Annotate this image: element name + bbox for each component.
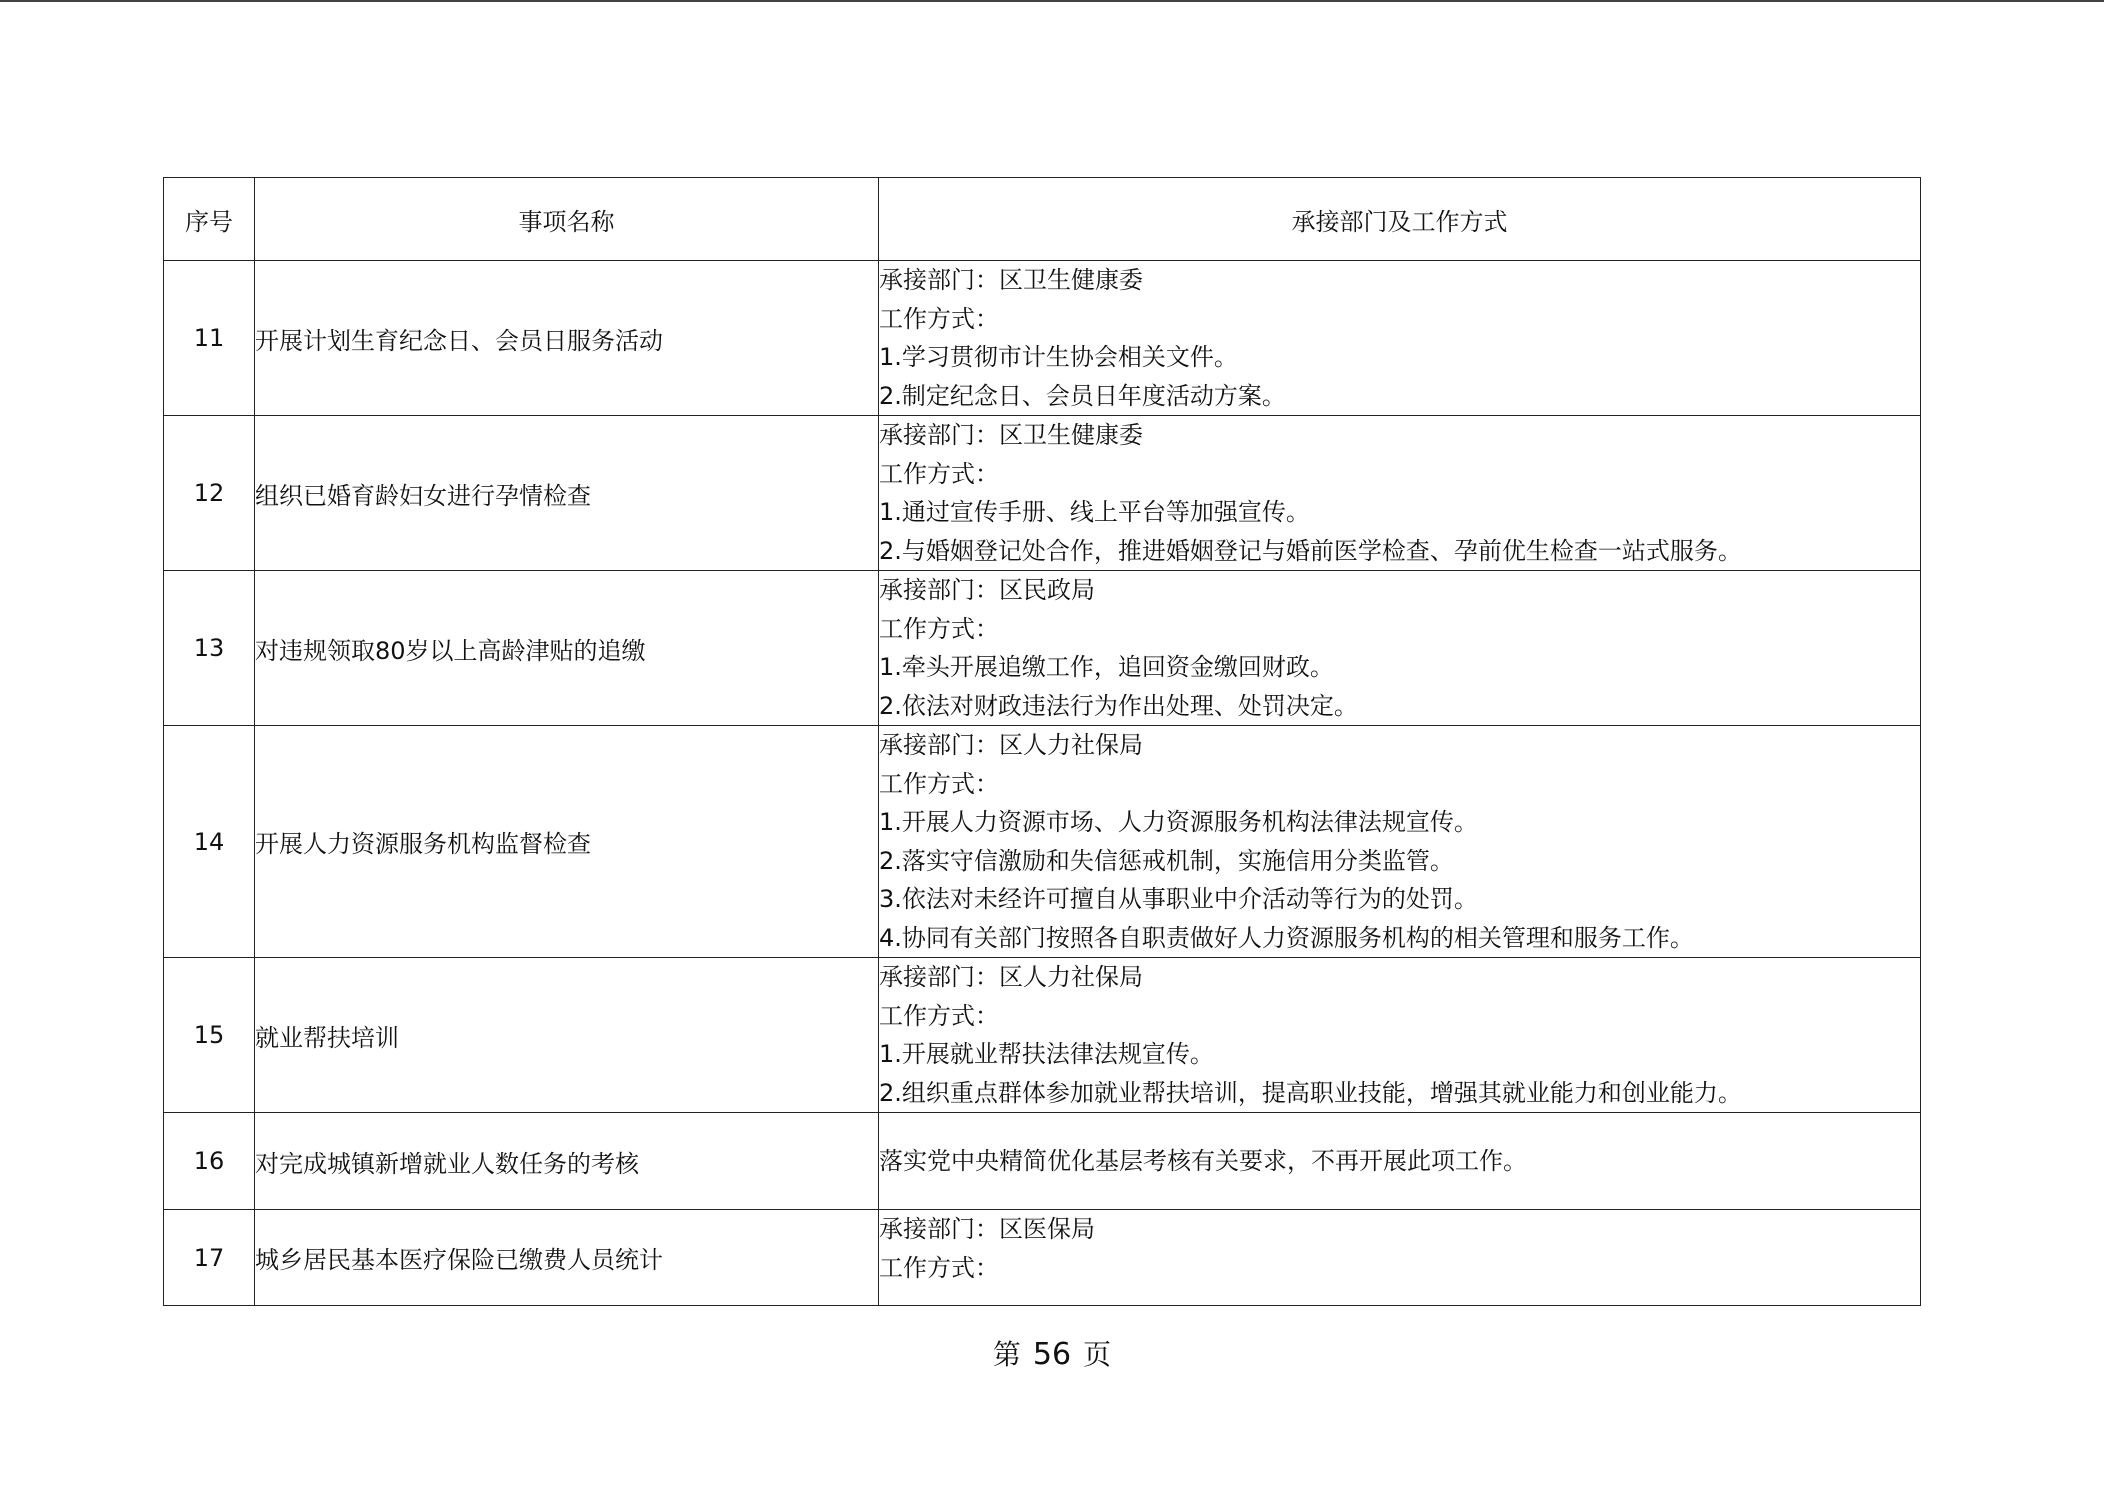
item-name: 对违规领取80岁以上高龄津贴的追缴 [255,571,879,726]
dept-and-method [879,416,1921,571]
table-row [164,1113,1921,1210]
table-row [164,726,1921,958]
dept-line: 工作方式： [879,1001,999,1030]
dept-and-method [879,958,1921,1113]
dept-line: 2.制定纪念日、会员日年度活动方案。 [879,381,1286,410]
row-number: 15 [164,958,255,1113]
dept-and-method [879,1113,1921,1210]
dept-line: 工作方式： [879,614,999,643]
row-number: 11 [164,261,255,416]
dept-line: 工作方式： [879,459,999,488]
item-name: 对完成城镇新增就业人数任务的考核 [255,1113,879,1210]
row-number: 17 [164,1210,255,1306]
header-name: 事项名称 [255,178,879,261]
dept-line: 1.学习贯彻市计生协会相关文件。 [879,343,1238,371]
dept-line: 承接部门：区医保局 [879,1215,1095,1243]
row-number: 13 [164,571,255,726]
dept-line: 1.牵头开展追缴工作，追回资金缴回财政。 [879,653,1334,681]
dept-line: 落实党中央精简优化基层考核有关要求，不再开展此项工作。 [879,1146,1527,1175]
table-row [164,958,1921,1113]
row-number: 16 [164,1113,255,1210]
footer-suffix: 页 [1083,1338,1112,1371]
dept-line: 2.落实守信激励和失信惩戒机制，实施信用分类监管。 [879,846,1454,875]
footer-prefix: 第 [992,1338,1021,1371]
item-name: 城乡居民基本医疗保险已缴费人员统计 [255,1210,879,1306]
dept-and-method [879,571,1921,726]
dept-line: 1.开展就业帮扶法律法规宣传。 [879,1040,1214,1068]
dept-line: 承接部门：区人力社保局 [879,963,1143,991]
header-dept: 承接部门及工作方式 [879,178,1921,261]
table-body [164,261,1921,1306]
dept-line: 3.依法对未经许可擅自从事职业中介活动等行为的处罚。 [879,885,1478,913]
table-header-row [164,178,1921,261]
table-row [164,571,1921,726]
header-no: 序号 [164,178,255,261]
dept-line: 2.组织重点群体参加就业帮扶培训，提高职业技能，增强其就业能力和创业能力。 [879,1078,1742,1107]
dept-line: 承接部门：区民政局 [879,576,1095,604]
dept-line: 1.通过宣传手册、线上平台等加强宣传。 [879,498,1310,526]
dept-line: 4.协同有关部门按照各自职责做好人力资源服务机构的相关管理和服务工作。 [879,923,1694,952]
table-row [164,261,1921,416]
dept-line: 2.依法对财政违法行为作出处理、处罚决定。 [879,691,1358,720]
dept-and-method [879,726,1921,958]
dept-line: 承接部门：区卫生健康委 [879,421,1143,449]
dept-line: 承接部门：区卫生健康委 [879,266,1143,294]
dept-line: 工作方式： [879,769,999,798]
items-table [163,177,1921,1306]
item-name: 就业帮扶培训 [255,958,879,1113]
page-top-rule [0,0,2104,2]
row-number: 14 [164,726,255,958]
table-row [164,416,1921,571]
item-name: 组织已婚育龄妇女进行孕情检查 [255,416,879,571]
item-name: 开展人力资源服务机构监督检查 [255,726,879,958]
dept-line: 2.与婚姻登记处合作，推进婚姻登记与婚前医学检查、孕前优生检查一站式服务。 [879,536,1742,565]
dept-line: 工作方式： [879,1253,999,1282]
dept-and-method [879,261,1921,416]
dept-and-method [879,1210,1921,1306]
row-number: 12 [164,416,255,571]
dept-line: 1.开展人力资源市场、人力资源服务机构法律法规宣传。 [879,808,1478,836]
item-name: 开展计划生育纪念日、会员日服务活动 [255,261,879,416]
dept-line: 工作方式： [879,304,999,333]
page-footer [0,1333,2104,1373]
page-number: 56 [1032,1337,1072,1372]
dept-line: 承接部门：区人力社保局 [879,731,1143,759]
table-row [164,1210,1921,1306]
